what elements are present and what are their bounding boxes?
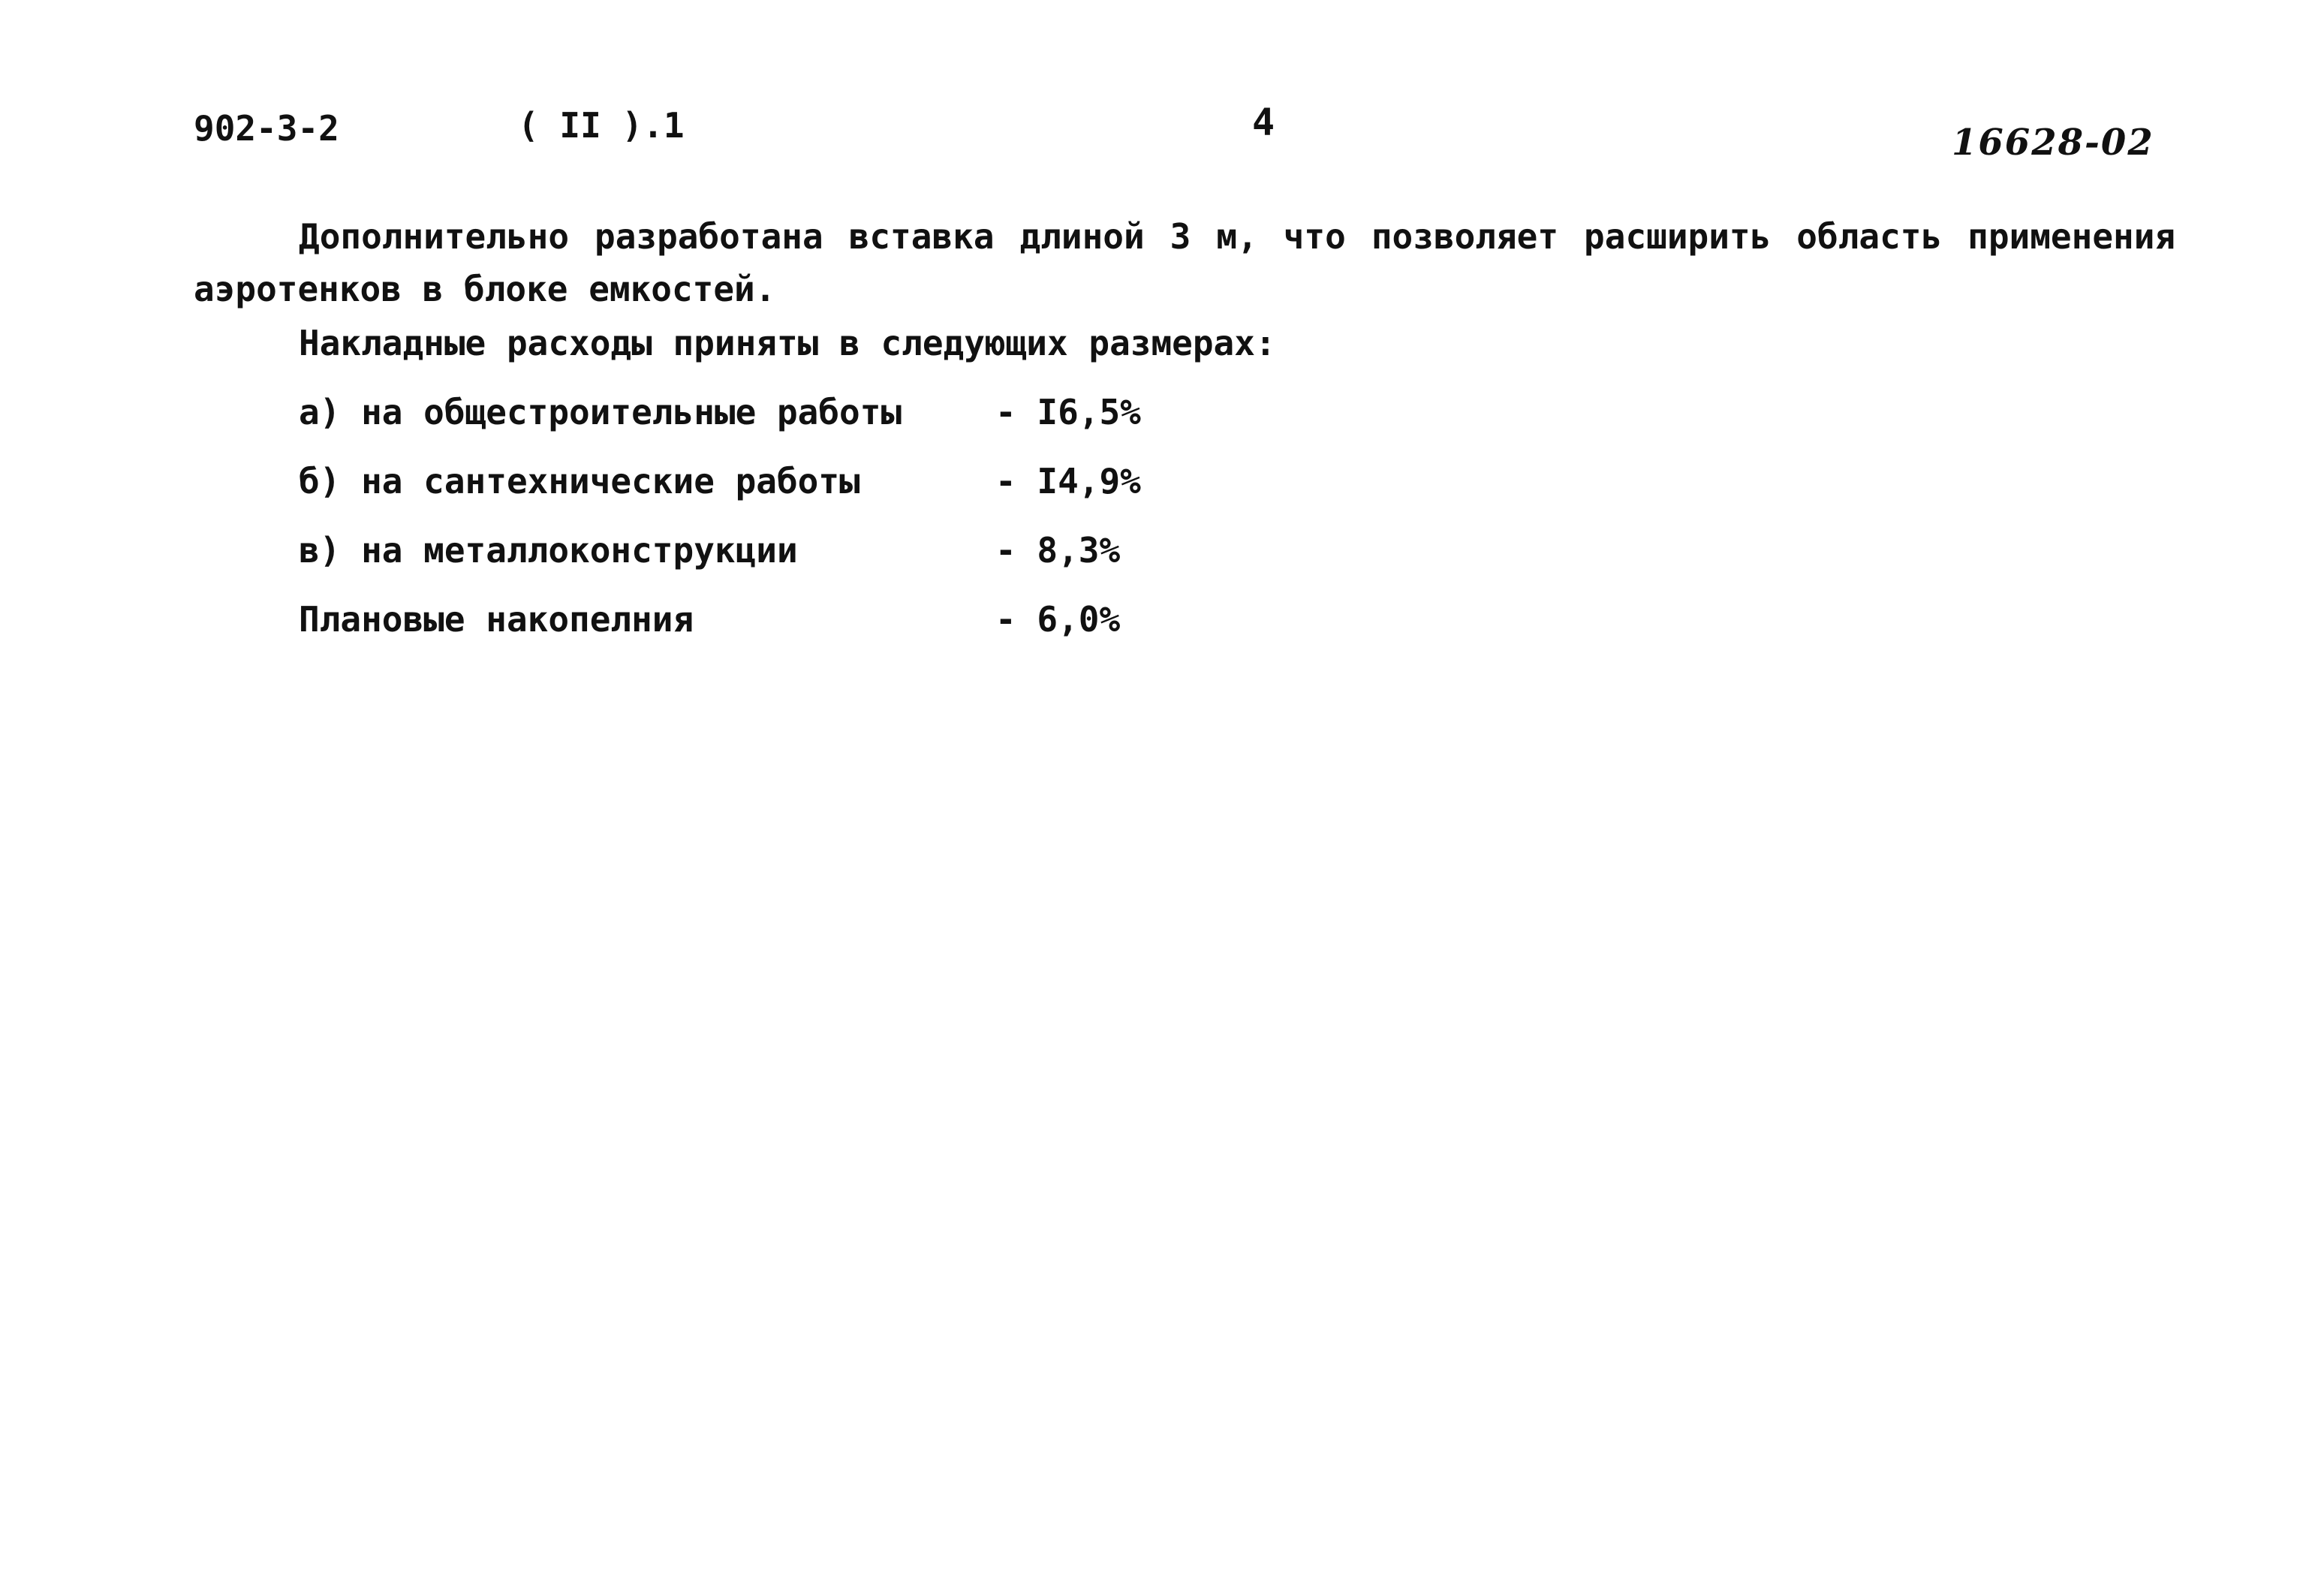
archive-number: 16628-02: [1952, 122, 2154, 164]
document-code: 902-3-2: [194, 108, 339, 149]
rate-label-general-construction: а) на общестроительные работы: [299, 392, 902, 432]
paragraph-insert-line-2: аэротенков в блоке емкостей.: [194, 269, 776, 309]
rate-value-metal-structures: - 8,3%: [995, 530, 1121, 571]
rate-value-general-construction: - I6,5%: [995, 392, 1141, 432]
rate-label-planned-savings: Плановые накопелния: [299, 599, 694, 640]
page-number: 4: [1252, 101, 1275, 144]
rate-value-sanitary: - I4,9%: [995, 461, 1141, 501]
rate-value-planned-savings: - 6,0%: [995, 599, 1121, 640]
rate-label-sanitary: б) на сантехнические работы: [299, 461, 860, 501]
paragraph-insert-line-1: Дополнительно разработана вставка длиной 3 м, что позволяет расширить область применения: [299, 216, 2176, 257]
document-part: ( II ).1: [518, 105, 685, 146]
rate-label-metal-structures: в) на металлоконструкции: [299, 530, 798, 571]
overhead-intro: Накладные расходы приняты в следующих размерах:: [299, 323, 1276, 363]
